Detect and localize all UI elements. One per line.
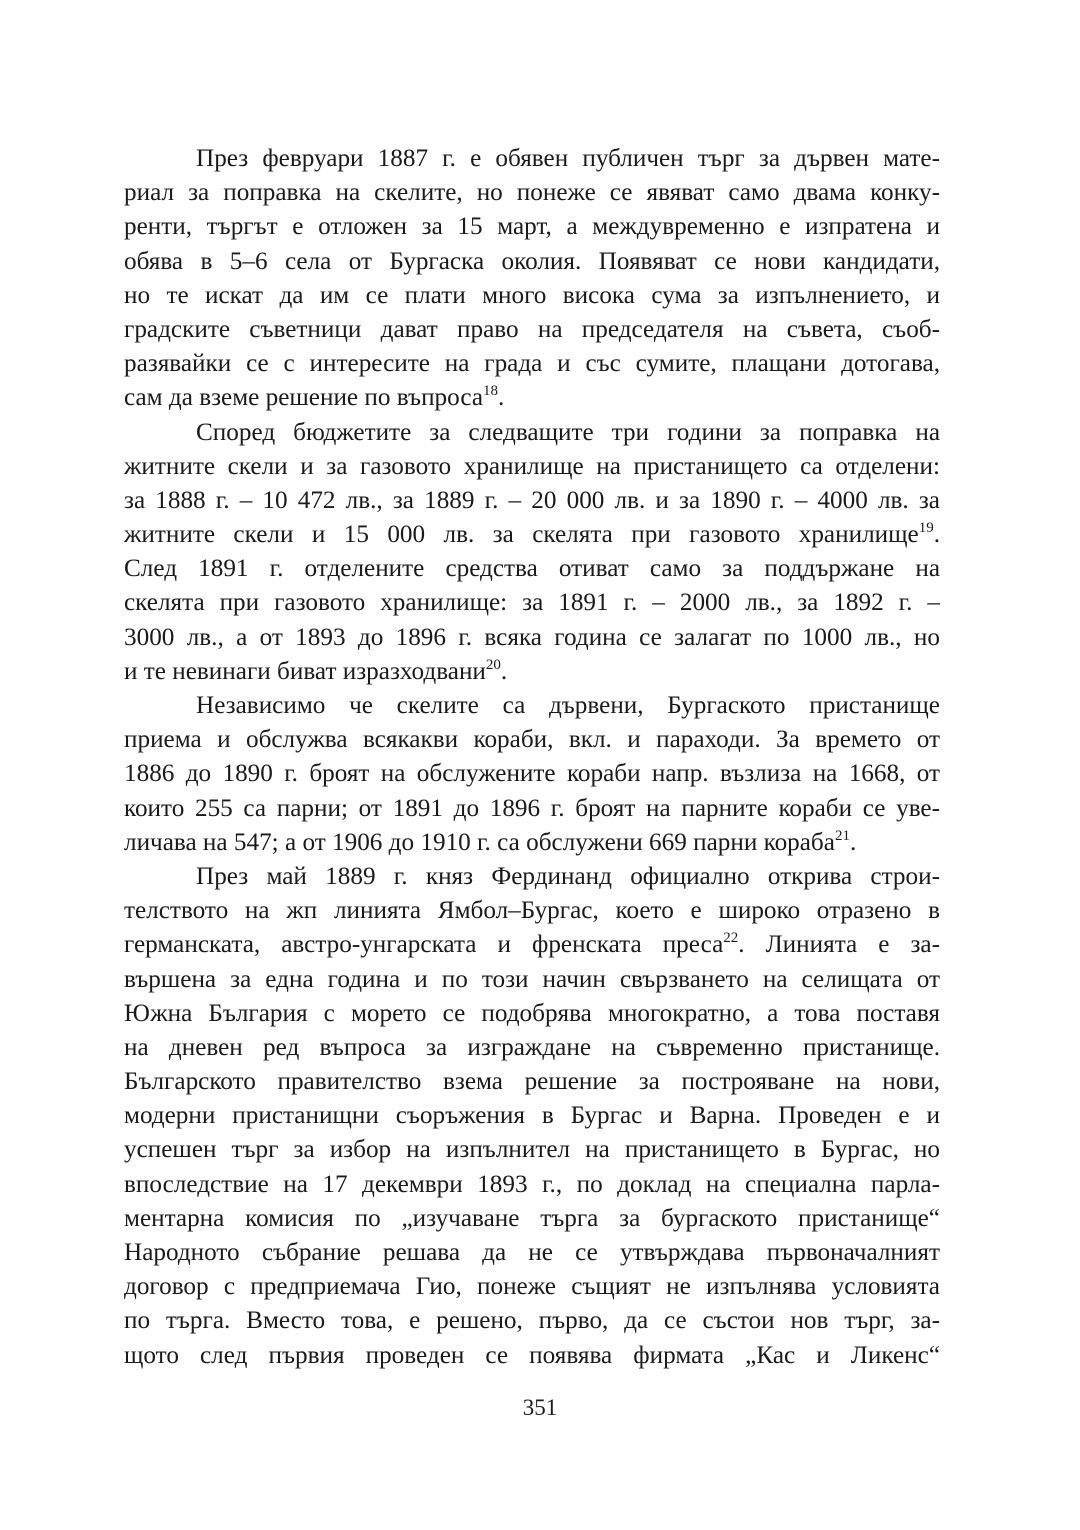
- text-line: [124, 792, 940, 826]
- text-line: [124, 347, 940, 381]
- line-text: германската, австро-унгарската и френската преса: [124, 931, 724, 959]
- line-text: но те искат да им се плати много висока сума за изпълнението, и: [124, 281, 940, 309]
- paragraph: [124, 416, 940, 690]
- line-text: обява в 5–6 села от Бургаска околия. Появяват се нови кандидати,: [124, 247, 940, 275]
- text-line: [124, 689, 940, 723]
- line-text: 1886 до 1890 г. броят на обслужените кораби напр. възлиза на 1668, от: [124, 760, 940, 788]
- text-line: [124, 1168, 940, 1202]
- line-text: щото след първия проведен се появява фирмата „Кас и Ликенс“: [124, 1341, 940, 1369]
- text-line: [124, 142, 940, 176]
- line-text: които 255 са парни; от 1891 до 1896 г. броят на парните кораби се уве-: [124, 794, 940, 822]
- paragraph: [124, 860, 940, 1373]
- line-text: житните скели и за газовото хранилище на пристанището са отделени:: [124, 452, 940, 480]
- text-line: [124, 313, 940, 347]
- line-text: градските съветници дават право на председателя на съвета, съоб-: [124, 315, 940, 343]
- text-line: [124, 1339, 940, 1373]
- text-line: [124, 1304, 940, 1338]
- line-text: През февруари 1887 г. е обявен публичен търг за дървен мате-: [196, 145, 940, 172]
- line-text-after-note: . Линията е за-: [738, 931, 940, 959]
- line-text: житните скели и 15 000 лв. за скелята при газовото хранилище: [124, 521, 919, 549]
- line-text: риал за поправка на скелите, но понеже се явяват само двама конку-: [124, 179, 940, 207]
- page-body: [124, 142, 940, 1373]
- text-line: [124, 450, 940, 484]
- text-line: [124, 552, 940, 586]
- paragraph: [124, 142, 940, 416]
- text-line: [124, 723, 940, 757]
- line-text: Народното събрание решава да не се утвърждава първоначалният: [124, 1239, 940, 1266]
- text-line: [124, 860, 940, 894]
- line-text: През май 1889 г. княз Фердинанд официално открива строи-: [196, 862, 940, 890]
- text-line: [124, 997, 940, 1031]
- line-text-after-note: .: [498, 384, 505, 412]
- text-line: [124, 963, 940, 997]
- text-line: [124, 518, 940, 552]
- footnote-reference: 18: [483, 383, 499, 400]
- line-text: ментарна комисия по „изучаване търга за бургаското пристанище“: [124, 1204, 940, 1232]
- text-line: [124, 621, 940, 655]
- footnote-reference: 20: [485, 656, 501, 673]
- text-line: [124, 279, 940, 313]
- page-number: 351: [522, 1395, 558, 1420]
- text-line: [124, 210, 940, 244]
- text-line: [124, 1270, 940, 1304]
- text-line: [124, 586, 940, 620]
- text-line: [124, 757, 940, 791]
- text-line: [124, 245, 940, 279]
- line-text: 3000 лв., а от 1893 до 1896 г. всяка година се залагат по 1000 лв., но: [124, 623, 940, 651]
- line-text: приема и обслужва всякакви кораби, вкл. и параходи. За времето от: [124, 726, 940, 754]
- line-text: Българското правителство взема решение за построяване на нови,: [124, 1068, 940, 1096]
- line-text: договор с предприемача Гио, понеже същият не изпълнява условията: [124, 1273, 940, 1301]
- line-text: вършена за една година и по този начин свързването на селищата от: [124, 965, 940, 993]
- line-text: на дневен ред въпроса за изграждане на съвременно пристанище.: [124, 1033, 940, 1061]
- text-line: [124, 1202, 940, 1236]
- text-line: [124, 1236, 940, 1270]
- line-text: модерни пристанищни съоръжения в Бургас и Варна. Проведен е и: [124, 1102, 940, 1130]
- line-text: Според бюджетите за следващите три години за поправка на: [196, 418, 940, 446]
- text-line: [124, 176, 940, 210]
- line-text-after-note: .: [500, 657, 508, 685]
- line-text: и те невинаги биват изразходвани: [124, 657, 486, 685]
- text-line: [124, 1133, 940, 1167]
- text-line: [124, 655, 940, 689]
- line-text: Независимо че скелите са дървени, Бургаското пристанище: [196, 692, 940, 719]
- text-line: [124, 1031, 940, 1065]
- line-text: впоследствие на 17 декември 1893 г., по доклад на специална парла-: [124, 1170, 940, 1198]
- line-text: скелята при газовото хранилище: за 1891 г. – 2000 лв., за 1892 г. –: [124, 589, 940, 617]
- footnote-reference: 19: [918, 520, 934, 537]
- line-text-after-note: .: [849, 828, 857, 856]
- text-line: [124, 894, 940, 928]
- footnote-reference: 22: [723, 930, 739, 947]
- text-line: [124, 416, 940, 450]
- line-text: Южна България с морето се подобрява многократно, а това поставя: [124, 999, 940, 1027]
- line-text: разявайки се с интересите на града и със сумите, плащани дотогава,: [124, 350, 940, 378]
- line-text: телството на жп линията Ямбол–Бургас, което е широко отразено в: [124, 897, 940, 925]
- text-line: [124, 928, 940, 962]
- paragraph: [124, 689, 940, 860]
- line-text: по търга. Вместо това, е решено, първо, да се състои нов търг, за-: [124, 1307, 940, 1335]
- text-line: [124, 381, 940, 415]
- text-line: [124, 1065, 940, 1099]
- line-text-after-note: .: [933, 521, 940, 549]
- line-text: ренти, търгът е отложен за 15 март, а междувременно е изпратена и: [124, 213, 940, 241]
- text-line: [124, 826, 940, 860]
- line-text: сам да вземе решение по въпроса: [124, 384, 484, 412]
- footnote-reference: 21: [834, 827, 850, 844]
- line-text: за 1888 г. – 10 472 лв., за 1889 г. – 20 000 лв. и за 1890 г. – 4000 лв. за: [124, 486, 940, 514]
- line-text: успешен търг за избор на изпълнител на пристанището в Бургас, но: [124, 1136, 940, 1164]
- text-line: [124, 484, 940, 518]
- line-text: След 1891 г. отделените средства отиват само за поддържане на: [124, 555, 940, 583]
- text-line: [124, 1099, 940, 1133]
- line-text: личава на 547; а от 1906 до 1910 г. са обслужени 669 парни кораба: [124, 828, 835, 856]
